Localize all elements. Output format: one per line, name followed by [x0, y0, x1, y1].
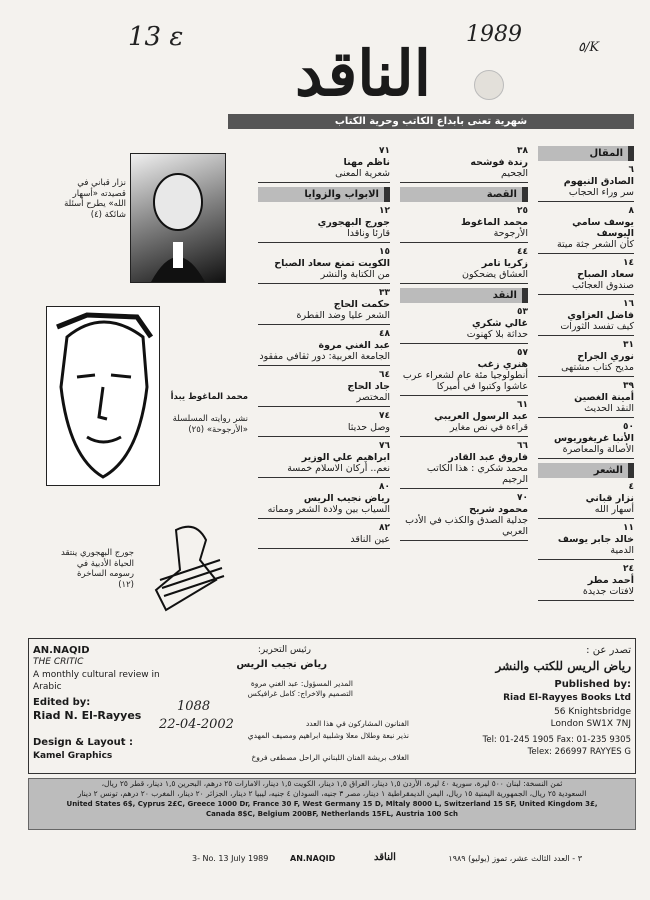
page-number: ٦٤	[379, 370, 390, 380]
colophon-artists-title: الفنانون المشاركون في هذا العدد	[305, 719, 409, 728]
entry-author: زكريا تامر	[481, 258, 528, 269]
colophon-desc: A monthly cultural review in Arabic	[33, 670, 160, 692]
divider	[400, 283, 528, 284]
divider	[400, 182, 528, 183]
page-number: ٣٩	[623, 381, 634, 391]
toc-entry	[538, 299, 634, 336]
divider	[400, 488, 528, 489]
stamp-circle-icon	[474, 70, 504, 100]
divider	[258, 283, 390, 284]
issued-by-ar: تصدر عن :	[586, 645, 631, 656]
toc-column-right	[538, 142, 634, 604]
entry-title: كأن الشعر جثة ميتة	[556, 239, 634, 250]
prices-ar-2: السعودية ٢٥ ريال، الجمهورية اليمنية ١٥ ريال، اليمن الديمقراطية ١ دينار، مصر ٣ جنيه، السودان ٤ جنيه، ليبيا ٢ دينار، الجزائر ٢٠ دينار، المغرب ٢٠ درهم، تونس ٢ دينار	[77, 789, 587, 798]
divider	[258, 182, 390, 183]
telex: Telex: 266997 RAYYES G	[527, 747, 631, 757]
toc-entry	[258, 206, 390, 243]
toc-column-left	[258, 142, 390, 552]
divider	[538, 559, 634, 560]
divider	[538, 294, 634, 295]
publisher-ar: رياض الريس للكتب والنشر	[495, 659, 631, 673]
colophon-manager: المدير المسؤول: عبد الغني مروة	[250, 679, 353, 688]
toc-entry	[538, 523, 634, 560]
toc-entry	[400, 146, 528, 183]
entry-author: الأنبا غريغوريوس	[553, 433, 634, 444]
divider	[258, 242, 390, 243]
caption-maghout: نشر روايته المسلسلة «الأرجوحة» (٢٥)	[172, 414, 248, 435]
page-number: ٧٠	[517, 493, 528, 503]
entry-title: قراءة في نص مغاير	[449, 422, 528, 433]
entry-author: نزار قباني	[585, 493, 634, 504]
entry-title: العشاق يضحكون	[461, 269, 528, 280]
divider	[538, 417, 634, 418]
caption-bahjouri: جورج البهجوري ينتقد الحياة الأدبية في رسومه الساخرة (١٢)	[61, 548, 134, 590]
entry-title: شعرية المعنى	[335, 168, 390, 179]
page-number: ٦٦	[517, 441, 528, 451]
entry-title: جدلية الصدق والكذب في الأدب العربي	[405, 515, 528, 537]
entry-title: الدمية	[610, 545, 634, 556]
entry-author: عبد الغني مروة	[318, 340, 390, 351]
entry-title: المختصر	[356, 392, 390, 403]
section-header: الشعر	[538, 463, 634, 478]
section-header: الابواب والزوايا	[258, 187, 390, 202]
entry-author: حكمت الحاج	[333, 299, 390, 310]
entry-title: حداثة بلا كهنوت	[466, 329, 528, 340]
page-number: ٣٣	[379, 288, 390, 298]
page-number: ١٥	[379, 247, 390, 257]
page-number: ٨٠	[379, 482, 390, 492]
page-number: ٥٣	[517, 307, 528, 317]
entry-title: قارئا وناقدا	[347, 228, 390, 239]
masthead-title: الناقد	[295, 37, 431, 110]
page-number: ٤	[628, 482, 634, 492]
toc-entry	[258, 146, 390, 183]
photo-nizar-qabbani	[130, 153, 226, 283]
page-number: ٣٨	[517, 146, 528, 156]
design-label: Design & Layout :	[33, 737, 134, 748]
entry-author: الكويت تمنع سعاد الصباح	[274, 258, 390, 269]
page-number: ٧١	[379, 146, 390, 156]
entry-author: سعاد الصباح	[577, 269, 634, 280]
editor-name: Riad N. El-Rayyes	[33, 709, 142, 722]
portrait-icon	[131, 154, 225, 282]
divider	[538, 253, 634, 254]
handwritten-issue-number: 13 ε	[128, 22, 184, 52]
page-number: ١٦	[623, 299, 634, 309]
page-number: ٦١	[517, 400, 528, 410]
toc-entry	[258, 411, 390, 437]
page-number: ٥٧	[517, 348, 528, 358]
divider	[258, 324, 390, 325]
entry-title: صندوق العجائب	[571, 280, 634, 291]
entry-author: غالي شكري	[471, 318, 528, 329]
toc-entry	[258, 370, 390, 407]
footer-issue-en: 3- No. 13 July 1989	[192, 854, 269, 863]
entry-author: أمينة الغصين	[574, 392, 634, 403]
entry-title: السياب بين ولادة الشعر ومماته	[267, 504, 390, 515]
toc-entry	[400, 348, 528, 396]
entry-author: يوسف سامي اليوسف	[572, 217, 634, 239]
chief-label: رئيس التحرير:	[257, 645, 311, 655]
divider	[538, 201, 634, 202]
published-label: Published by:	[554, 679, 631, 690]
toc-entry	[538, 482, 634, 519]
entry-title: الأصالة والمعاصرة	[562, 444, 634, 455]
page-number: ١١	[623, 523, 634, 533]
section-header: القصة	[400, 187, 528, 202]
entry-author: محمود شريح	[469, 504, 528, 515]
divider	[538, 600, 634, 601]
divider	[400, 436, 528, 437]
entry-author: ابراهيم علي الوزير	[301, 452, 390, 463]
handwritten-year: 1989	[466, 22, 522, 47]
entry-title: النقد الحديث	[584, 403, 634, 414]
entry-author: خالد جابر يوسف	[557, 534, 634, 545]
entry-title: مديح كتاب مشتهى	[561, 362, 634, 373]
entry-title: كيف تفسد الثورات	[560, 321, 634, 332]
footer-issue-ar: ٣ - العدد الثالث عشر، تموز (يوليو) ١٩٨٩	[448, 854, 582, 863]
divider	[538, 376, 634, 377]
divider	[258, 548, 390, 549]
toc-entry	[538, 340, 634, 377]
divider	[258, 406, 390, 407]
toc-entry	[400, 206, 528, 243]
stamp-date: 22-04-2002	[159, 717, 234, 732]
divider	[258, 365, 390, 366]
toc-entry	[400, 307, 528, 344]
divider	[258, 436, 390, 437]
chief-name: رياض نجيب الريس	[236, 659, 327, 670]
divider	[538, 458, 634, 459]
entry-title: محمد شكري : هذا الكاتب الرجيم	[426, 463, 528, 485]
page-number: ٣١	[623, 340, 634, 350]
entry-title: نعم.. أركان الاسلام خمسة	[287, 463, 390, 474]
page-number: ٥٠	[623, 422, 634, 432]
page-number: ٧٦	[379, 441, 390, 451]
divider	[400, 540, 528, 541]
toc-entry	[258, 247, 390, 284]
cartoon-icon	[136, 520, 246, 616]
entry-author: أحمد مطر	[587, 575, 634, 586]
footer-name-en: AN.NAQID	[290, 854, 336, 863]
entry-author: فاضل العزاوي	[567, 310, 634, 321]
entry-author: فاروق عبد القادر	[448, 452, 528, 463]
entry-title: من الكتابة والنشر	[320, 269, 390, 280]
colophon-subtitle: THE CRITIC	[33, 657, 84, 667]
entry-title: وصل حديثا	[347, 422, 390, 433]
footer-logo: الناقد	[374, 852, 396, 863]
page-number: ٤٤	[517, 247, 528, 257]
colophon-artists: نذير نبعة وطلال معلا وشلبية ابراهيم ومصيف المهدي	[247, 731, 409, 740]
section-header: النقد	[400, 288, 528, 303]
address-line-2: London SW1X 7NJ	[550, 719, 631, 729]
entry-author: جورج البهجوري	[317, 217, 390, 228]
divider	[400, 343, 528, 344]
edited-label: Edited by:	[33, 697, 91, 708]
price-band	[28, 778, 636, 830]
entry-title: سر وراء الحجاب	[568, 187, 634, 198]
entry-title: الشعر عليا وضد الفطرة	[296, 310, 390, 321]
cartoon-books-figure	[136, 520, 246, 616]
prices-en-1: United States 6$, Cyprus 2£C, Greece 1000 Dr, France 30 F, West Germany 15 D, Mltaly 8000 L, Switzerland 15 SF, United Kingdom 3£,	[66, 800, 598, 808]
page-number: ٤٨	[379, 329, 390, 339]
design-name: Kamel Graphics	[33, 751, 113, 761]
page-number: ٨٢	[379, 523, 390, 533]
divider	[258, 477, 390, 478]
entry-author: رياض نجيب الريس	[303, 493, 390, 504]
page-number: ١٢	[379, 206, 390, 216]
entry-title: عين الناقد	[350, 534, 390, 545]
toc-column-middle	[400, 142, 528, 544]
telephone: Tel: 01-245 1905 Fax: 01-235 9305	[482, 735, 631, 745]
prices-ar-1: ثمن النسخة: لبنان ٥٠٠ ليرة، سورية ٤٠ ليرة، الأردن ١,٥ دينار، العراق ١,٥ دينار، الكويت ١,٥ دينار، الامارات ٢٥ درهم، البحرين ١,٥ دينار، قطر ٢٥ ريال،	[101, 779, 563, 788]
toc-entry	[538, 422, 634, 459]
page-number: ٧٤	[379, 411, 390, 421]
toc-entry	[258, 441, 390, 478]
colophon-design-ar: التصميم والاخراج: كامل غرافيكس	[247, 689, 353, 698]
page-number: ٢٤	[623, 564, 634, 574]
masthead-tagline: شهرية تعنى بابداع الكاتب وحرية الكتاب	[228, 114, 634, 129]
section-header: المقال	[538, 146, 634, 161]
sketch-portrait-icon	[47, 307, 159, 485]
entry-title: أسهار الله	[594, 504, 634, 515]
toc-entry	[538, 165, 634, 202]
toc-entry	[258, 288, 390, 325]
page-number: ١٤	[623, 258, 634, 268]
toc-entry	[258, 329, 390, 366]
caption-nizar: نزار قباني في قصيدته «أسهار الله» يطرح أسئلة شائكة (٤)	[64, 178, 126, 220]
toc-entry	[400, 247, 528, 284]
divider	[258, 518, 390, 519]
entry-author: ناظم مهنا	[343, 157, 390, 168]
entry-author: نوري الجراح	[577, 351, 634, 362]
entry-title: لافتات جديدة	[582, 586, 634, 597]
toc-entry	[538, 206, 634, 254]
divider	[400, 395, 528, 396]
caption-maghout-name: محمد الماغوط يبدأ	[170, 392, 248, 402]
address-line-1: 56 Knightsbridge	[554, 707, 631, 717]
page-number: ٢٥	[517, 206, 528, 216]
entry-author: هنري زغب	[477, 359, 528, 370]
entry-author: جاد الحاج	[347, 381, 390, 392]
entry-title: الأرجوحة	[493, 228, 528, 239]
entry-author: محمد الماغوط	[461, 217, 528, 228]
toc-entry	[400, 493, 528, 541]
colophon-cover: الغلاف بريشة الفنان اللبناني الراحل مصطفى فروخ	[251, 753, 409, 762]
stamp-number: 1088	[177, 699, 211, 714]
page-number: ٦	[628, 165, 634, 175]
toc-entry	[400, 400, 528, 437]
toc-entry	[538, 564, 634, 601]
colophon-box	[28, 638, 636, 774]
entry-title: أنطولوجيا مئة عام لشعراء عرب عاشوا وكتبوا في أميركا	[402, 370, 528, 392]
divider	[538, 518, 634, 519]
divider	[400, 242, 528, 243]
entry-author: رندة فوشحه	[470, 157, 528, 168]
toc-entry	[258, 523, 390, 549]
toc-entry	[400, 441, 528, 489]
divider	[538, 335, 634, 336]
entry-title: الجحيم	[501, 168, 528, 179]
handwritten-corner-note: ٥/K	[578, 40, 600, 55]
drawing-mohammad-maghout	[46, 306, 160, 486]
toc-entry	[258, 482, 390, 519]
entry-author: عبد الرسول العريبي	[434, 411, 528, 422]
page-number: ٨	[628, 206, 634, 216]
publisher-name: Riad El-Rayyes Books Ltd	[503, 693, 631, 703]
entry-author: الصادق النيهوم	[563, 176, 634, 187]
entry-title: الجامعة العربية: دور ثقافي مفقود	[259, 351, 390, 362]
colophon-name: AN.NAQID	[33, 645, 90, 656]
toc-entry	[538, 381, 634, 418]
toc-entry	[538, 258, 634, 295]
prices-en-2: Canada 8$C, Belgium 200BF, Netherlands 15FL, Austria 100 Sch	[205, 810, 459, 818]
